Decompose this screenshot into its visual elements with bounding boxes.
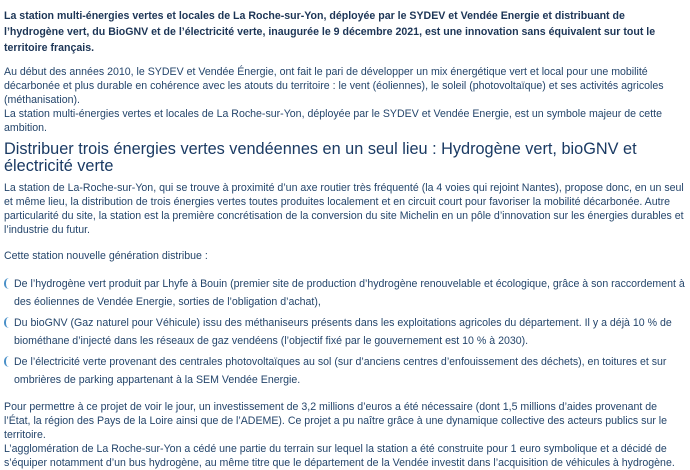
- list-intro: Cette station nouvelle génération distribue :: [4, 250, 208, 262]
- list-item-text: Du bioGNV (Gaz naturel pour Véhicule) issu des méthaniseurs présents dans les exploitations agricoles du département. Il y a déjà 10 % de biométhane d’injecté dans les réseaux de gaz vendéens (l’objectif fixé par le gouvernement est 10 % à 2030).: [14, 317, 672, 347]
- closing-paragraph-1: Pour permettre à ce projet de voir le jour, un investissement de 3,2 millions d’euros a été nécessaire (dont 1,5 millions d’aides provenant de l’État, la région des Pays de la Loire ainsi que de l’ADEME). Ce projet a pu naître grâce à une dynamique collective des acteurs publics sur le territoire.: [4, 401, 668, 441]
- list-item-text: De l’électricité verte provenant des centrales photovoltaïques au sol (sur d’anciens centres d’enfouissement des déchets), en toitures et sur ombrières de parking appartenant à la SEM Vendée Energie.: [14, 356, 667, 386]
- list-item: [4, 353, 686, 389]
- list-item-text: De l’hydrogène vert produit par Lhyfe à Bouin (premier site de production d’hydrogène renouvelable et écologique, grâce à son raccordement à des éoliennes de Vendée Energie, sorties de l’obligation d’achat),: [14, 278, 685, 308]
- section-heading: Distribuer trois énergies vertes vendéennes en un seul lieu : Hydrogène vert, bioGNV et électricité verte: [4, 140, 637, 175]
- bullet-icon: [4, 356, 9, 367]
- closing-section: [4, 400, 686, 470]
- list-item: [4, 314, 686, 350]
- list-item: [4, 275, 686, 311]
- intro-paragraph-2: La station multi-énergies vertes et locales de La Roche-sur-Yon, déployée par le SYDEV et Vendée Energie, est un symbole majeur de cette ambition.: [4, 108, 662, 134]
- bullet-icon: [4, 278, 9, 289]
- lead-paragraph: La station multi-énergies vertes et locales de La Roche-sur-Yon, déployée par le SYDEV et Vendée Energie et distribuant de l’hydrogène vert, du BioGNV et de l’électricité verte, inaugurée le 9 décembre 2021, est une innovation sans équivalent sur tout le territoire français.: [4, 10, 656, 54]
- energy-list: [4, 275, 686, 389]
- closing-paragraph-2: L’agglomération de La Roche-sur-Yon a cédé une partie du terrain sur lequel la station a été construite pour 1 euro symbolique et a décidé de s’équiper notamment d’un bus hydrogène, au même titre que le département de la Vendée investit dans l’acquisition de véhicules à hydrogène.: [4, 443, 675, 469]
- section-body: La station de La-Roche-sur-Yon, qui se trouve à proximité d’un axe routier très fréquenté (la 4 voies qui rejoint Nantes), propose donc, en un seul et même lieu, la distribution de trois énergies vertes toutes produites localement et en circuit court pour favoriser la mobilité décarbonée. Autre particularité du site, la station est la première concrétisation de la conversion du site Michelin en un pôle d’innovation sur les énergies durables et l’industrie du futur.: [4, 182, 684, 236]
- bullet-icon: [4, 317, 9, 328]
- intro-paragraph-1: Au début des années 2010, le SYDEV et Vendée Énergie, ont fait le pari de développer un mix énergétique vert et local pour une mobilité décarbonée et plus durable en cohérence avec les atouts du territoire : le vent (éoliennes), le soleil (photovoltaïque) et ses activités agricoles (méthanisation).: [4, 66, 664, 106]
